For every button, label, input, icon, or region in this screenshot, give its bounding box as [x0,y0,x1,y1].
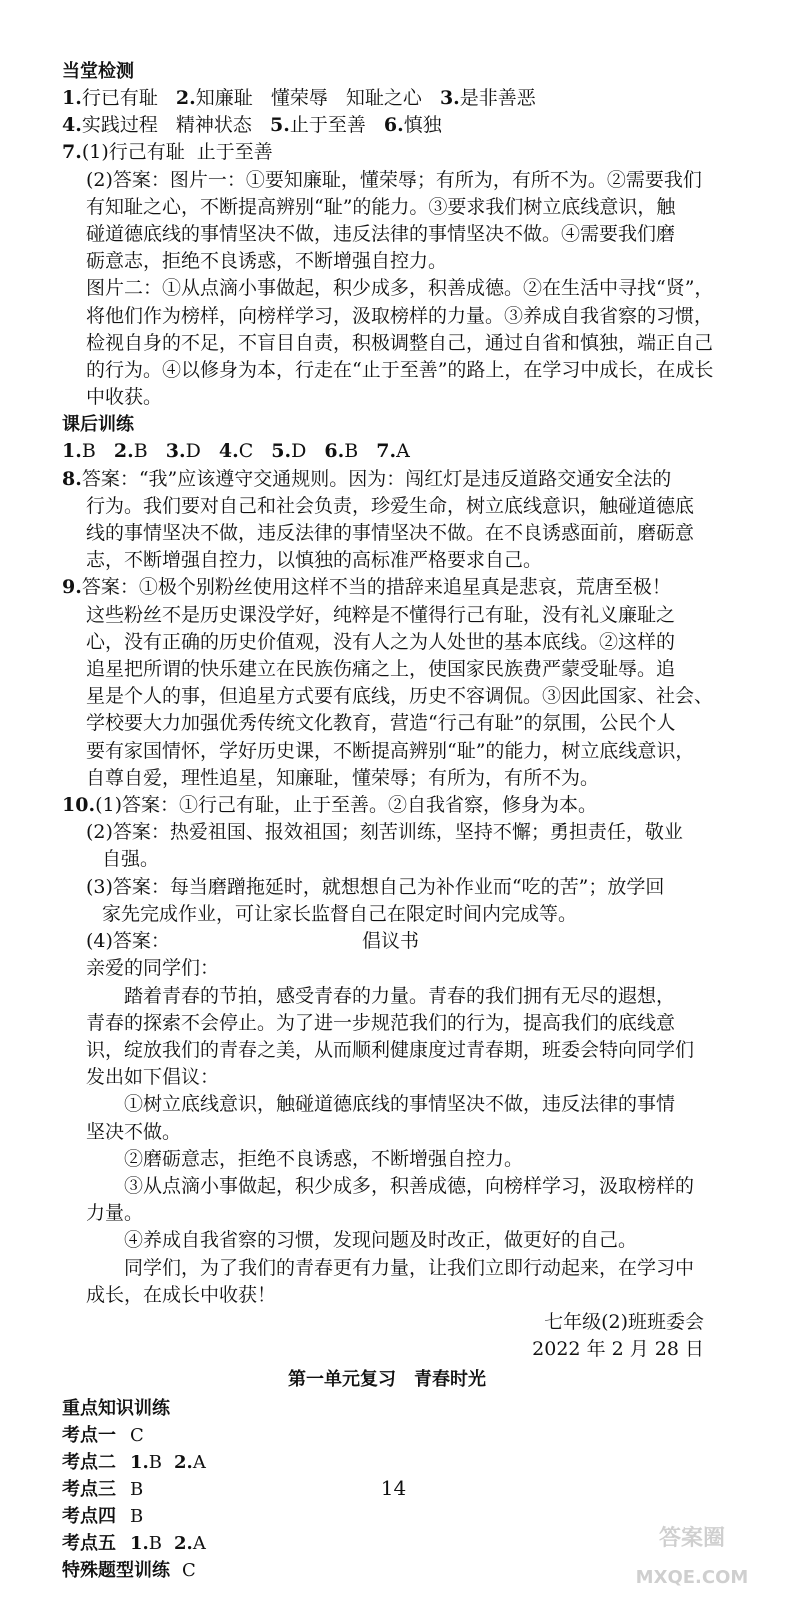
letter-line: 坚决不做。 [86,1120,182,1143]
answer-para-line: 这些粉丝不是历史课没学好，纯粹是不懂得行己有耻，没有礼义廉耻之 [86,603,676,626]
key-point-label: 考点一 [62,1425,116,1447]
q-num: 5. [269,114,290,137]
letter-line: 同学们，为了我们的青春更有力量，让我们立即行动起来，在学习中 [124,1256,695,1279]
unit-review-title: 第一单元复习 青春时光 [288,1369,486,1391]
key-point-label: 考点五 [62,1533,116,1555]
answer-para-line: 行为。我们要对自己和社会负责，珍爱生命，树立底线意识，触碰道德底 [86,494,695,517]
key-point-row: 考点五 1.B 2.A [62,1530,712,1557]
answer-para-line: 将他们作为榜样，向榜样学习，汲取榜样的力量。③养成自我省察的习惯， [86,304,714,327]
answer-choice: D [291,440,307,463]
answer-para-line: 追星把所谓的快乐建立在民族伤痛之上，使国家民族费严蒙受耻辱。追 [86,658,676,681]
answer-para-line: 图片二：①从点滴小事做起，积少成多，积善成德。②在生活中寻找“贤”， [86,277,714,300]
q-num: 2. [113,440,134,463]
answer-text: 是非善恶 [459,87,536,109]
letter-line: ②磨砺意志，拒绝不良诱惑，不断增强自控力。 [124,1147,524,1170]
section-title-class-test: 当堂检测 [62,61,134,82]
letter-line: 成长，在成长中收获！ [86,1283,277,1306]
answer-para-line: 的行为。④以修身为本，行走在“止于至善”的路上，在学习中成长，在成长 [86,359,714,382]
letter-line: ③从点滴小事做起，积少成多，积善成德，向榜样学习，汲取榜样的 [124,1174,695,1197]
section-title-after-class: 课后训练 [62,414,134,436]
answer-para-line: 星是个人的事，但追星方式要有底线，历史不容调侃。③因此国家、社会、 [86,685,714,708]
key-point-row: 考点二 1.B 2.A [62,1449,712,1476]
letter-line: 发出如下倡议： [86,1066,220,1089]
answer-para-line: 砺意志，拒绝不良诱惑，不断增强自控力。 [86,250,448,273]
q-num: 1. [62,440,82,463]
letter-greeting: 亲爱的同学们： [86,957,220,980]
answer-q10-4-line [62,928,712,955]
answer-para-line: 碰道德底线的事情坚决不做，违反法律的事情坚决不做。④需要我们磨 [86,223,676,246]
answer-choice: B [133,440,148,463]
answer-para-line: 自强。 [102,848,160,871]
key-point-label: 考点四 [62,1506,116,1528]
answer-para-line: 线的事情坚决不做，违反法律的事情坚决不做。在不良诱惑面前，磨砺意 [86,522,695,545]
answer-para-line: (2)答案：图片一：①要知廉耻，懂荣辱；有所为，有所不为。②需要我们 [86,168,702,191]
answer-q9-line: 9.答案：①极个别粉丝使用这样不当的措辞来追星真是悲哀，荒唐至极！ [62,576,671,599]
answer-line-7 [62,139,712,166]
answer-text: 止于至善 [196,141,273,164]
key-point-label: 考点二 [62,1452,116,1474]
watermark-url: MXQE.COM [635,1567,749,1588]
answer-text: 知耻之心 [345,87,422,109]
answer-line-4-6 [62,112,712,139]
answer-para-line: 心，没有正确的历史价值观，没有人之为人处世的基本底线。②这样的 [86,630,676,653]
answer-line-choices [62,438,712,465]
section-title-key-knowledge: 重点知识训练 [62,1398,170,1420]
q-num: 4. [218,440,239,463]
q-num: 3. [439,87,460,109]
special-question-label: 特殊题型训练 [62,1560,170,1582]
letter-line: 青春的探索不会停止。为了进一步规范我们的行为，提高我们的底线意 [86,1011,676,1034]
q-num: 7. [376,440,397,463]
letter-line: 识，绽放我们的青春之美，从而顺利健康度过青春期，班委会特向同学们 [86,1038,695,1061]
letter-line: 力量。 [86,1202,144,1225]
answer-text: 知廉耻 [195,87,253,109]
answer-choice: C [182,1560,196,1582]
answer-text: 实践过程 [81,114,158,137]
answer-para-line: 检视自身的不足，不盲目自责，积极调整自己，通过自省和慎独，端正自己 [86,331,714,354]
watermark-logo [617,1505,767,1595]
q-num: 4. [62,114,82,137]
answer-para-line: (2)答案：热爱祖国、报效祖国；刻苦训练，坚持不懈；勇担责任，敬业 [86,821,683,844]
answer-choice: A [396,440,410,463]
answer-para-line: 自尊自爱，理性追星，知廉耻，懂荣辱；有所为，有所不为。 [86,766,600,789]
q-num: 1. [62,87,82,109]
answer-para-line: 学校要大力加强优秀传统文化教育，营造“行己有耻”的氛围，公民个人 [86,712,676,735]
answer-choice: B [130,1506,144,1528]
answer-text: 懂荣辱 [270,87,328,109]
key-point-label: 考点三 [62,1479,116,1501]
q-num: 7. [62,141,82,164]
answer-para-line: 中收获。 [86,386,163,409]
letter-line: 踏着青春的节拍，感受青春的力量。青春的我们拥有无尽的遐想， [124,984,676,1007]
q-num: 6. [383,114,404,137]
answer-line-1-3 [62,85,712,112]
page-number: 14 [380,1476,407,1500]
q-num: 5. [271,440,292,463]
answer-choice: B [130,1479,144,1501]
key-point-row [62,1503,712,1530]
letter-line: ④养成自我省察的习惯，发现问题及时改正，做更好的自己。 [124,1229,638,1252]
answer-choice: B [344,440,359,463]
letter-title: 倡议书 [362,930,420,953]
q-num: 3. [165,440,186,463]
answer-text: 精神状态 [175,114,252,137]
answer-para-line: 要有家国情怀，学好历史课，不断提高辨别“耻”的能力，树立底线意识， [86,739,695,762]
answer-para-line: (3)答案：每当磨蹭拖延时，就想想自己为补作业而“吃的苦”；放学回 [86,875,665,898]
key-point-row [62,1422,712,1449]
q-num: 2. [175,87,196,109]
letter-date: 2022 年 2 月 28 日 [532,1338,704,1361]
answer-q10-line: 10.(1)答案：①行己有耻，止于至善。②自我省察，修身为本。 [62,794,597,817]
answer-choice: D [185,440,201,463]
q-num: 6. [324,440,345,463]
answer-q8-line: 8.答案：“我”应该遵守交通规则。因为：闯红灯是违反道路交通安全法的 [62,467,672,490]
answer-para-line: 有知耻之心，不断提高辨别“耻”的能力。③要求我们树立底线意识，触 [86,195,676,218]
letter-line: ①树立底线意识，触碰道德底线的事情坚决不做，违反法律的事情 [124,1093,676,1116]
answer-choice: C [130,1425,144,1447]
answer-choice: B [81,440,96,463]
answer-text: 行已有耻 [81,87,158,109]
answer-label: (4)答案： [86,930,170,953]
watermark-text: 答案圈 [658,1526,726,1551]
answer-page [62,58,712,1584]
answer-text: 慎独 [403,114,442,137]
answer-text: 止于至善 [289,114,366,137]
answer-para-line: 家先完成作业，可让家长监督自己在限定时间内完成等。 [102,902,578,925]
answer-text: (1)行己有耻 [81,141,185,164]
letter-signature: 七年级(2)班班委会 [544,1310,704,1333]
answer-choice: C [238,440,254,463]
answer-para-line: 志，不断增强自控力，以慎独的高标准严格要求自己。 [86,549,543,572]
special-question-row [62,1557,712,1584]
